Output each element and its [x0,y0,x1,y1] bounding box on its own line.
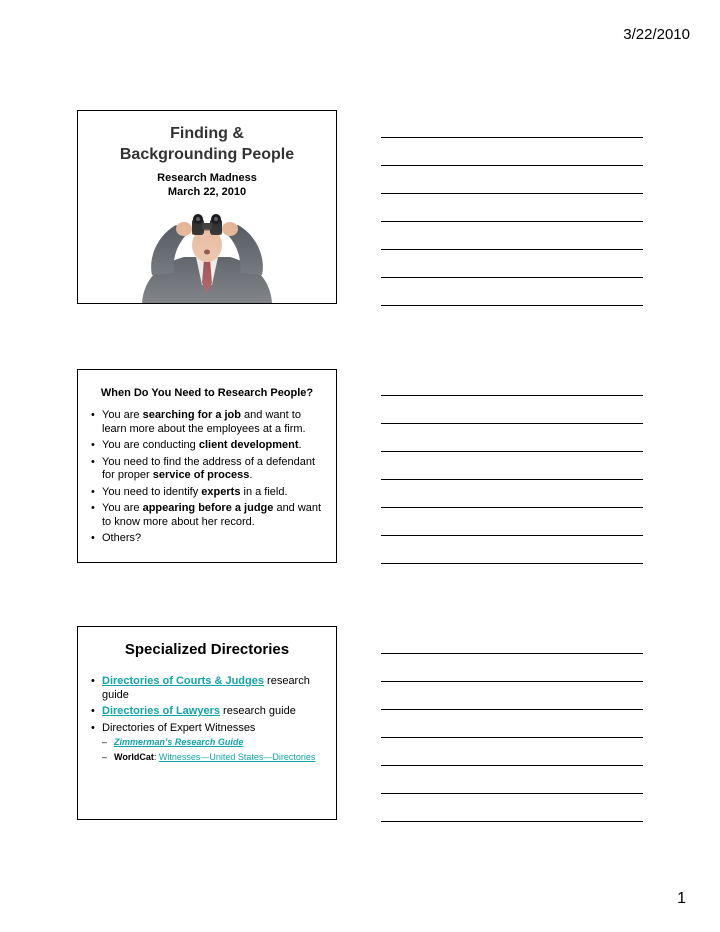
note-line [381,653,643,654]
directories-lawyers-link[interactable]: Directories of Lawyers [102,705,220,717]
list-item [90,439,326,453]
slide-1-title-line-1: Finding & [170,125,244,142]
bullet-emphasis: client development [198,439,299,451]
bullet-text: and want to learn more about the employees at a firm. [102,409,306,435]
note-line [381,681,643,682]
list-item [90,532,326,546]
note-line [381,277,643,278]
bullet-text: You need to identify [102,485,202,498]
expert-witness-sub-list [102,737,326,763]
note-line [381,137,643,138]
slide-1-subtitle-line-1: Research Madness [157,172,257,184]
bullet-text: research guide [220,705,296,717]
note-line [381,451,643,452]
sub-list-item [102,752,326,764]
slide-2 [77,369,337,563]
list-item [90,502,326,529]
page-number: 1 [677,890,686,907]
page-date: 3/22/2010 [623,26,690,43]
bullet-text: You need to find the address of a defendant for proper [102,455,316,481]
slide-1-subtitle-line-2: March 22, 2010 [167,186,247,198]
bullet-text: You are [102,502,143,514]
slide-1 [77,110,337,304]
slide-2-title: When Do You Need to Research People? [100,387,314,399]
binoculars-man-image [122,205,292,303]
note-line [381,165,643,166]
bullet-emphasis: experts [201,485,241,498]
note-line [381,249,643,250]
note-line [381,563,643,564]
bullet-text: . [298,439,302,451]
note-line [381,507,643,508]
bullet-emphasis: appearing before a judge [142,502,274,514]
note-line [381,193,643,194]
list-item [90,486,326,500]
note-line [381,535,643,536]
separator: : [153,751,159,762]
slide-3-bullet-list [90,675,326,766]
bullet-text: Directories of Expert Witnesses [102,721,256,734]
slide-1-subtitle [78,171,336,199]
note-line [381,793,643,794]
slide-1-title [78,123,336,165]
note-line [381,221,643,222]
slide-1-title-line-2: Backgrounding People [119,146,295,163]
list-item [90,705,326,719]
bullet-text: You are [102,409,143,421]
worldcat-label: WorldCat [114,751,154,762]
note-line [381,479,643,480]
note-line [381,709,643,710]
bullet-text: You are conducting [102,439,199,451]
slide-2-bullet-list [90,409,326,549]
zimmerman-research-guide-link[interactable]: Zimmerman’s Research Guide [114,737,244,747]
bullet-text: . [249,469,253,481]
worldcat-witnesses-link[interactable]: Witnesses—United States—Directories [158,751,316,762]
bullet-text: research guide [102,675,310,701]
bullet-text: and want to know more about her record. [102,502,322,528]
note-line [381,765,643,766]
slide-3-title: Specialized Directories [124,641,290,658]
note-line [381,395,643,396]
list-item [90,675,326,702]
sub-list-item [102,737,326,749]
note-line [381,423,643,424]
note-line [381,821,643,822]
bullet-text: in a field. [240,485,288,498]
bullet-emphasis: searching for a job [142,409,241,421]
list-item [90,722,326,764]
list-item [90,456,326,483]
list-item [90,409,326,436]
bullet-emphasis: service of process [152,469,250,481]
note-line [381,305,643,306]
bullet-text: Others? [102,532,142,544]
directories-courts-judges-link[interactable]: Directories of Courts & Judges [102,675,264,687]
note-line [381,737,643,738]
slide-3 [77,626,337,820]
